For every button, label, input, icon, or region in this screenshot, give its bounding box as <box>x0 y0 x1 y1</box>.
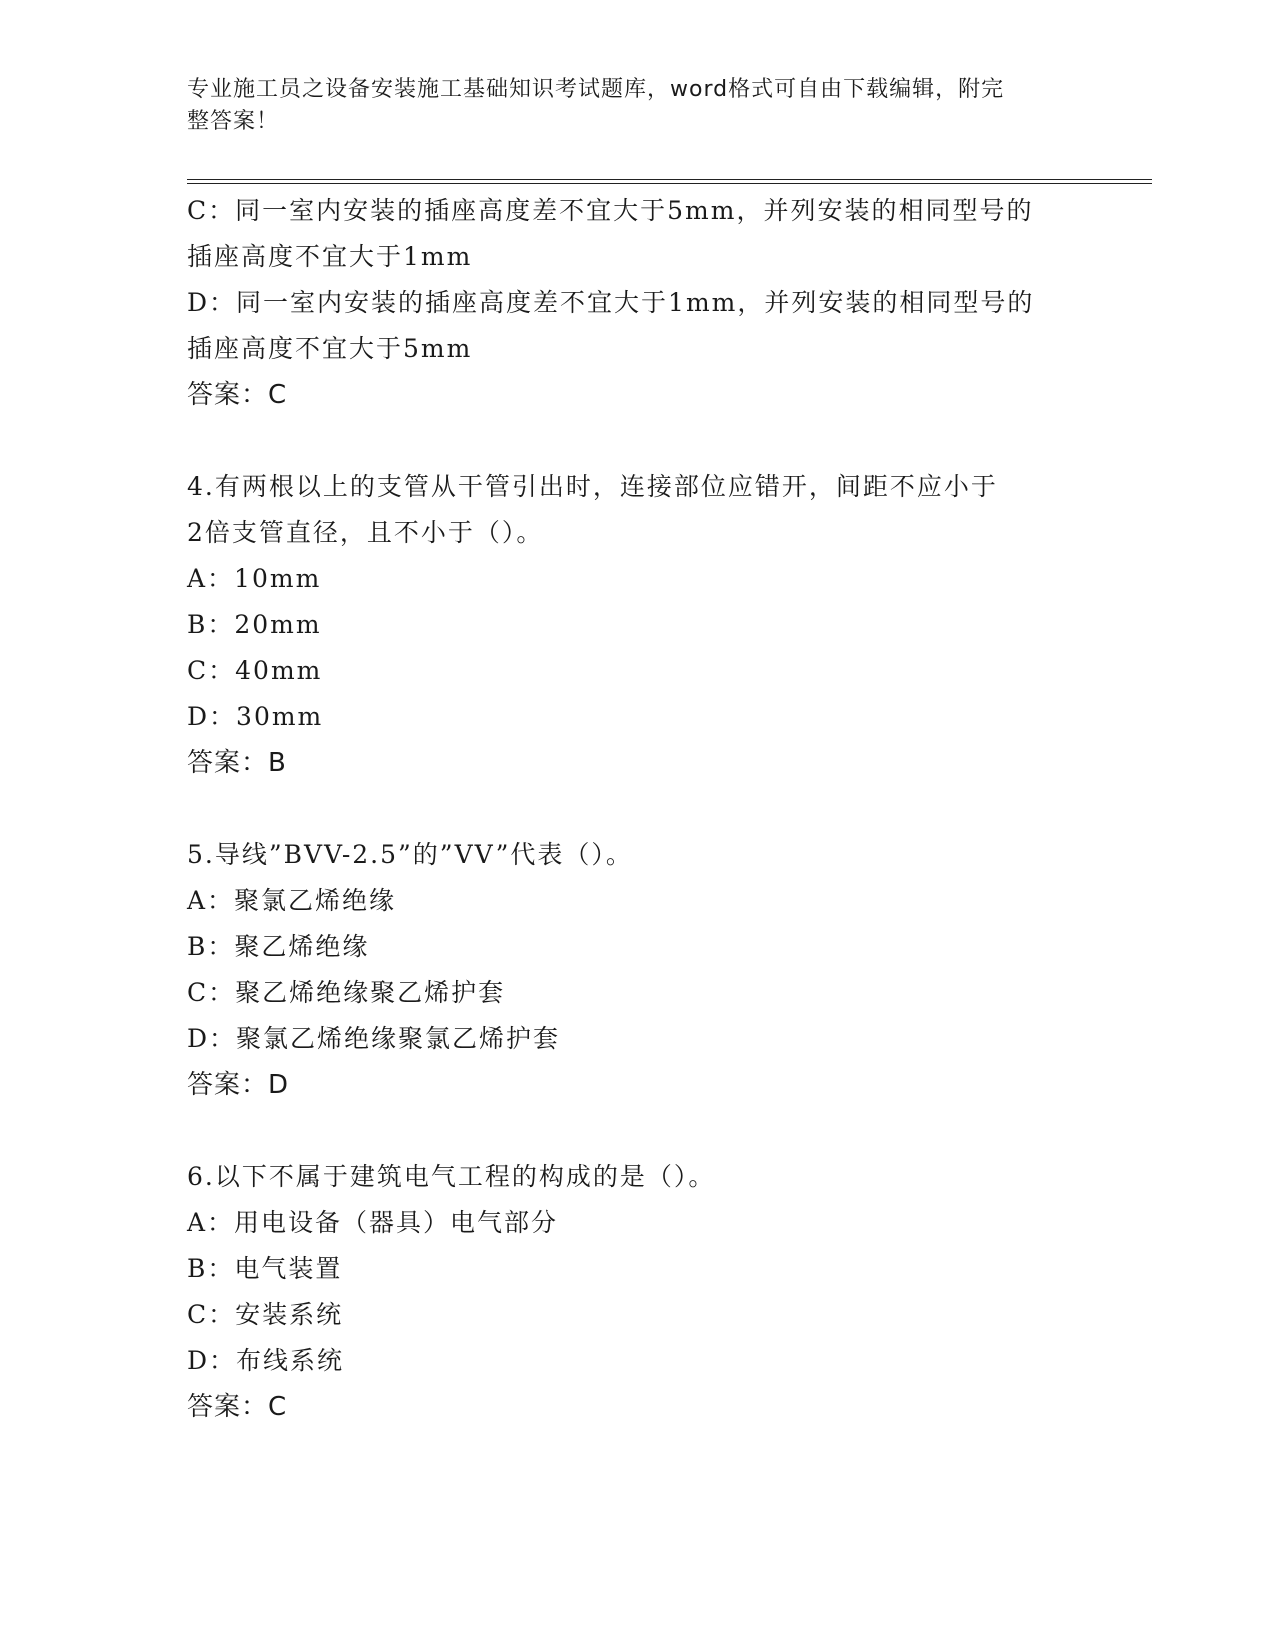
spacer <box>187 786 1067 832</box>
option-c: C：安装系统 <box>187 1300 344 1329</box>
option-d-line-2: 插座高度不宜大于5mm <box>187 334 473 363</box>
question-stem: 5.导线”BVV-2.5”的”VV”代表（）。 <box>187 840 633 869</box>
option-b: B：聚乙烯绝缘 <box>187 932 370 961</box>
option-a: A：聚氯乙烯绝缘 <box>187 886 397 915</box>
question-stem: 6.以下不属于建筑电气工程的构成的是（）。 <box>187 1162 716 1191</box>
header-line-1: 专业施工员之设备安装施工基础知识考试题库，word格式可自由下载编辑，附完 <box>187 77 1005 102</box>
header-divider-bottom <box>187 183 1152 184</box>
answer-q4: 答案：B <box>187 748 287 778</box>
spacer <box>187 418 1067 464</box>
option-c: C：聚乙烯绝缘聚乙烯护套 <box>187 978 506 1007</box>
option-a: A：10mm <box>187 564 322 593</box>
header-divider-top <box>187 179 1152 180</box>
option-b: B：20mm <box>187 610 322 639</box>
question-4 <box>187 464 1067 786</box>
document-header <box>187 74 1067 138</box>
option-d: D：聚氯乙烯绝缘聚氯乙烯护套 <box>187 1024 561 1053</box>
question-6 <box>187 1154 1067 1430</box>
option-b: B：电气装置 <box>187 1254 343 1283</box>
option-c-line-2: 插座高度不宜大于1mm <box>187 242 473 271</box>
option-d: D：30mm <box>187 702 324 731</box>
question-content <box>187 188 1067 1430</box>
option-a: A：用电设备（器具）电气部分 <box>187 1208 559 1237</box>
answer-q5: 答案：D <box>187 1070 290 1100</box>
option-c-line-1: C：同一室内安装的插座高度差不宜大于5mm，并列安装的相同型号的 <box>187 196 1034 225</box>
header-line-2: 整答案！ <box>187 109 280 134</box>
question-3-continued <box>187 188 1067 418</box>
option-c: C：40mm <box>187 656 323 685</box>
question-stem-line-1: 4.有两根以上的支管从干管引出时，连接部位应错开，间距不应小于 <box>187 472 998 501</box>
option-d: D：布线系统 <box>187 1346 345 1375</box>
spacer <box>187 1108 1067 1154</box>
option-d-line-1: D：同一室内安装的插座高度差不宜大于1mm，并列安装的相同型号的 <box>187 288 1035 317</box>
answer-q6: 答案：C <box>187 1392 288 1422</box>
question-5 <box>187 832 1067 1108</box>
question-stem-line-2: 2倍支管直径，且不小于（）。 <box>187 518 544 547</box>
answer-q3: 答案：C <box>187 380 288 410</box>
